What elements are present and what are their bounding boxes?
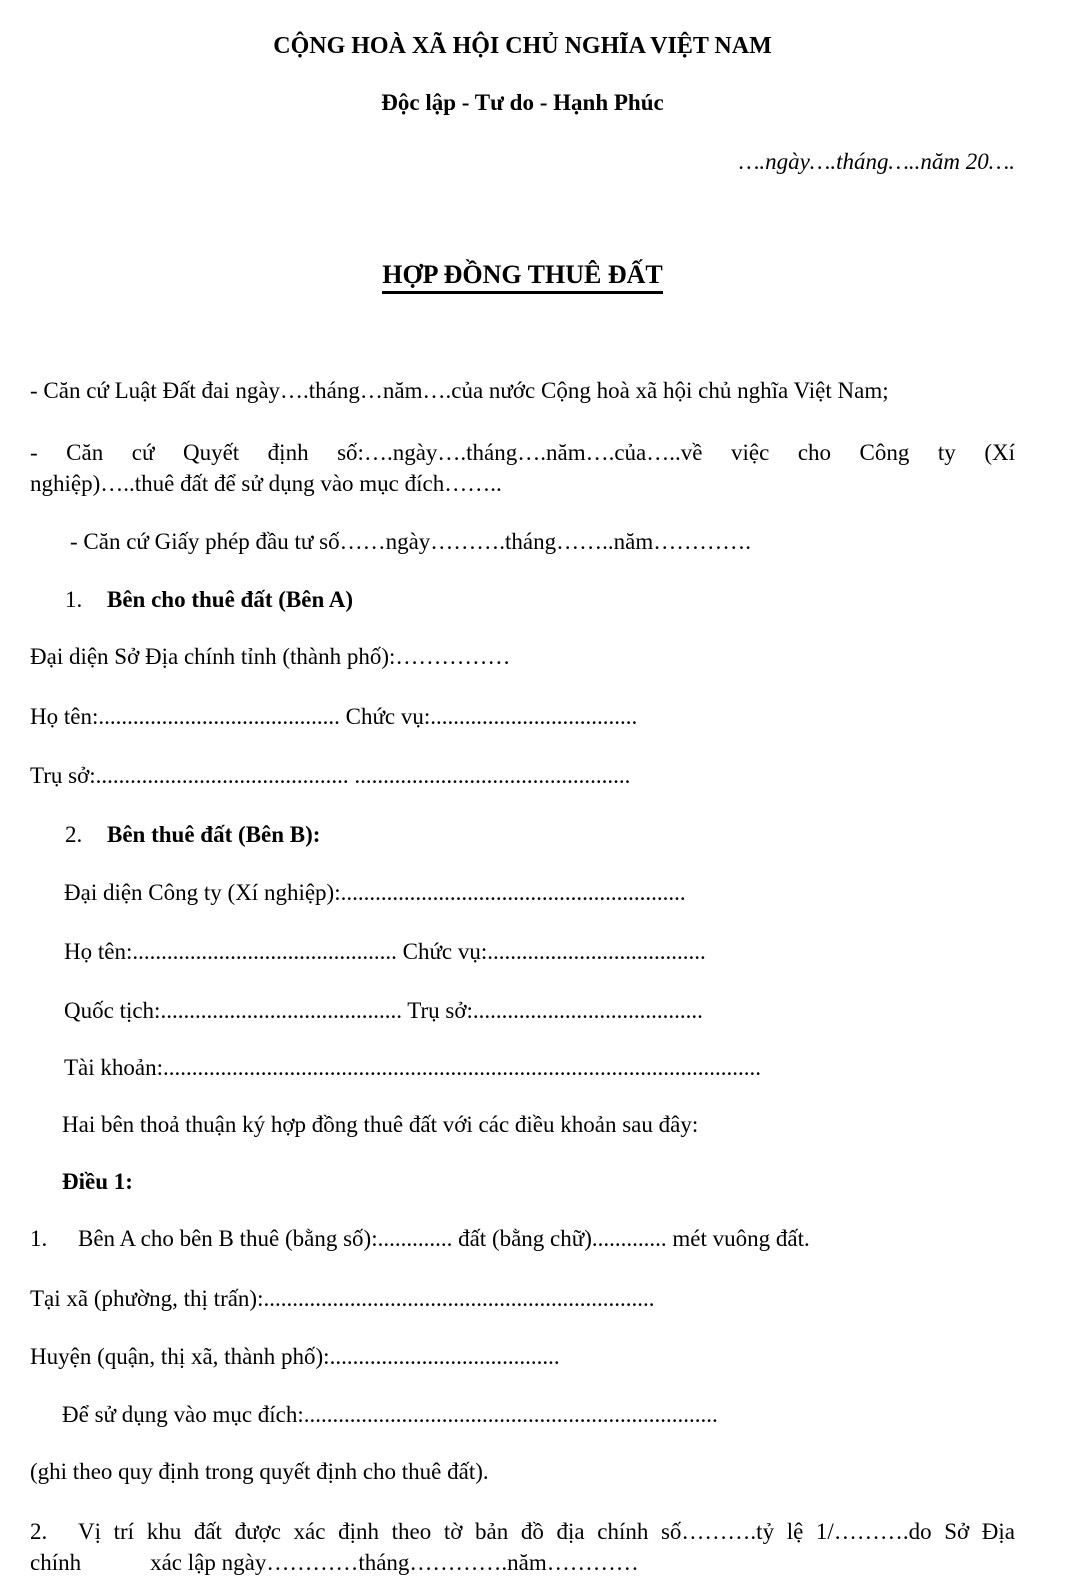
motto-line: Độc lập - Tư do - Hạnh Phúc — [381, 90, 664, 115]
article-1-heading: Điều 1: — [62, 1169, 133, 1194]
preamble-decision-paragraph — [30, 437, 1015, 499]
date-line: ….ngày….tháng…..năm 20…. — [738, 149, 1015, 174]
party-b-account-line: Tài khoản:........................................................................................................ — [64, 1055, 761, 1080]
article-1-item-1-text: Bên A cho bên B thuê (bằng số):............. đất (bằng chữ)............. mét vuông đất. — [78, 1226, 810, 1251]
party-b-representative-line: Đại diện Công ty (Xí nghiệp):............................................................ — [64, 880, 686, 905]
district-line: Huyện (quận, thị xã, thành phố):........................................ — [30, 1344, 560, 1369]
article-1-item-2 — [30, 1516, 1015, 1578]
party-a-heading: Bên cho thuê đất (Bên A) — [107, 587, 353, 612]
party-b-number: 2. — [65, 822, 83, 847]
national-title: CỘNG HOÀ XÃ HỘI CHỦ NGHĨA VIỆT NAM — [273, 33, 772, 59]
party-b-name-role-line: Họ tên:.............................................. Chức vụ:...................................... — [64, 939, 706, 964]
party-b-heading: Bên thuê đất (Bên B): — [107, 822, 321, 847]
party-a-office-line: Trụ sở:............................................ ................................................ — [30, 763, 631, 788]
document-title-row — [30, 257, 1015, 293]
preamble-decision-line-1: - Căn cứ Quyết định số:….ngày….tháng….năm….của…..về việc cho Công ty (Xí — [30, 440, 1015, 465]
document-title: HỢP ĐỒNG THUÊ ĐẤT — [382, 260, 663, 294]
article-1-item-1 — [30, 1223, 1015, 1254]
party-a-heading-row — [30, 584, 1015, 615]
preamble-decision-line-2: nghiệp)…..thuê đất để sử dụng vào mục đích…….. — [30, 471, 502, 496]
article-1-item-1-number: 1. — [30, 1226, 48, 1251]
article-1-item-2-line-2: chính xác lập ngày…………tháng………….năm………… — [30, 1550, 639, 1575]
agreement-line: Hai bên thoả thuận ký hợp đồng thuê đất với các điều khoản sau đây: — [62, 1112, 699, 1137]
preamble-law-line: - Căn cứ Luật Đất đai ngày….tháng…năm….của nước Cộng hoà xã hội chủ nghĩa Việt Nam; — [30, 378, 889, 403]
article-1-item-2-line-1: Vị trí khu đất được xác định theo tờ bản đồ địa chính số……….tỷ lệ 1/……….do Sở Địa — [78, 1519, 1015, 1544]
article-1-item-2-number: 2. — [30, 1519, 48, 1544]
commune-line: Tại xã (phường, thị trấn):.................................................................... — [30, 1286, 655, 1311]
party-a-representative-line: Đại diện Sở Địa chính tỉnh (thành phố):…………… — [30, 644, 511, 669]
party-a-name-role-line: Họ tên:.......................................... Chức vụ:.................................... — [30, 704, 638, 729]
party-a-number: 1. — [65, 587, 83, 612]
party-b-heading-row — [30, 819, 1015, 850]
article-1-item-2-row — [30, 1516, 1015, 1547]
party-b-nationality-office-line: Quốc tịch:.......................................... Trụ sở:........................................ — [64, 998, 703, 1023]
preamble-permit-line: - Căn cứ Giấy phép đầu tư số……ngày……….tháng……..năm…………. — [70, 529, 751, 554]
note-line: (ghi theo quy định trong quyết định cho thuê đất). — [30, 1459, 489, 1484]
purpose-line: Để sử dụng vào mục đích:........................................................................ — [62, 1402, 718, 1427]
